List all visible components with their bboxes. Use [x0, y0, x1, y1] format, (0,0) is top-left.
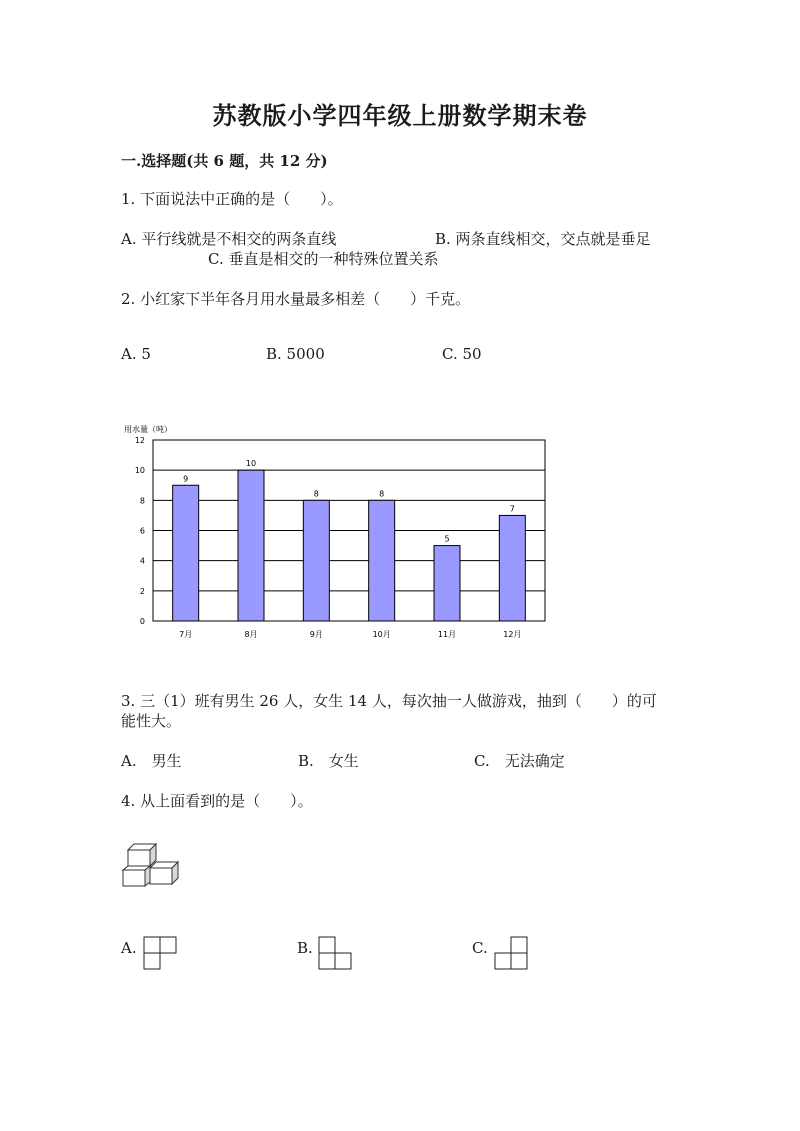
chart-xtick-label: 8月 — [244, 630, 258, 639]
chart-ytick-label: 12 — [134, 436, 145, 445]
chart-xtick-label: 10月 — [372, 630, 391, 639]
chart-bar-value-label: 7 — [509, 504, 515, 514]
chart-ytick-label: 8 — [139, 496, 145, 506]
question-2-option-a: A. 5 — [121, 345, 151, 363]
question-3-stem-line2: 能性大。 — [121, 712, 182, 730]
question-1-option-a: A. 平行线就是不相交的两条直线 — [121, 230, 337, 248]
question-3-option-a: A. 男生 — [121, 752, 182, 770]
question-4-stem: 4. 从上面看到的是（ ）。 — [121, 792, 313, 810]
water-usage-bar-chart — [118, 420, 558, 645]
section-heading: 一.选择题(共 6 题，共 12 分) — [121, 152, 328, 170]
chart-bar — [173, 485, 199, 621]
chart-bar — [434, 546, 460, 621]
question-2-stem: 2. 小红家下半年各月用水量最多相差（ ）千克。 — [121, 290, 471, 308]
cube-stack-figure — [118, 840, 184, 890]
question-4-option-b: B. — [297, 939, 313, 957]
chart-yticks — [135, 436, 145, 626]
chart-xticks — [179, 630, 521, 639]
chart-bar — [303, 500, 329, 621]
chart-ylabel: 用水量（吨） — [124, 425, 172, 434]
option-b-top-view-icon — [318, 935, 354, 971]
chart-ytick-label: 6 — [139, 526, 145, 536]
chart-bar — [499, 515, 525, 621]
chart-bar — [369, 500, 395, 621]
question-4-option-c: C. — [472, 939, 488, 957]
chart-bars — [173, 459, 526, 621]
question-3-stem-line1: 3. 三（1）班有男生 26 人，女生 14 人，每次抽一人做游戏，抽到（ ）的可 — [121, 692, 657, 710]
question-1-option-c: C. 垂直是相交的一种特殊位置关系 — [208, 250, 439, 268]
option-c-top-view-icon — [494, 935, 530, 971]
chart-grid — [153, 440, 545, 621]
question-3-option-c: C. 无法确定 — [474, 752, 565, 770]
chart-xtick-label: 7月 — [179, 630, 193, 639]
question-1-stem: 1. 下面说法中正确的是（ ）。 — [121, 190, 343, 208]
question-2-option-c: C. 50 — [442, 345, 482, 363]
question-1-option-b: B. 两条直线相交，交点就是垂足 — [435, 230, 651, 248]
chart-xtick-label: 11月 — [437, 630, 457, 639]
question-4-option-a: A. — [121, 939, 137, 957]
chart-xtick-label: 12月 — [503, 630, 522, 639]
option-a-top-view-icon — [143, 935, 179, 971]
chart-ytick-label: 0 — [139, 617, 145, 626]
chart-ytick-label: 4 — [139, 556, 145, 566]
chart-xtick-label: 9月 — [309, 630, 323, 639]
chart-bar-value-label: 8 — [379, 489, 385, 499]
question-2-option-b: B. 5000 — [266, 345, 325, 363]
chart-bar-value-label: 5 — [444, 534, 450, 544]
chart-bar-value-label: 9 — [183, 474, 189, 484]
chart-bar-value-label: 8 — [313, 489, 319, 499]
chart-bar-value-label: 10 — [245, 459, 257, 469]
question-3-option-b: B. 女生 — [298, 752, 359, 770]
chart-ytick-label: 10 — [134, 466, 145, 476]
chart-bar — [238, 470, 264, 621]
page-title: 苏教版小学四年级上册数学期末卷 — [212, 101, 588, 130]
chart-ytick-label: 2 — [139, 586, 145, 596]
